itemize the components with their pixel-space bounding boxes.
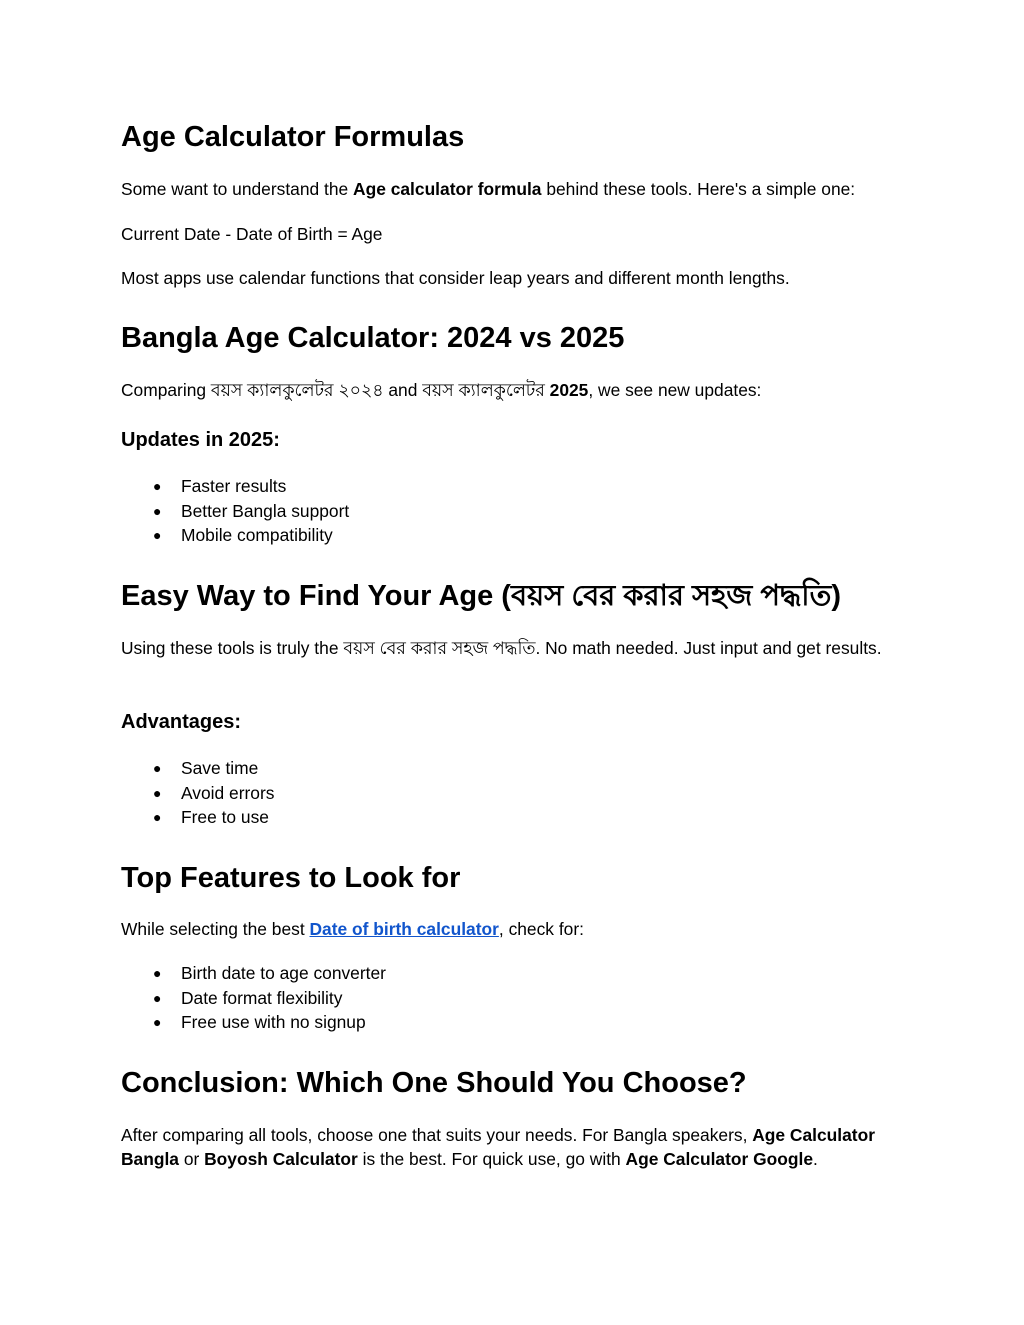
- list-item-text: Better Bangla support: [181, 500, 350, 521]
- text-span: After comparing all tools, choose one that suits your needs. For Bangla speakers,: [121, 1125, 753, 1145]
- list-item: [121, 961, 386, 986]
- subheading-advantages: Advantages:: [121, 711, 242, 733]
- updates-list: [121, 474, 349, 548]
- text-span: .: [813, 1149, 818, 1169]
- bold-span: Boyosh Calculator: [204, 1149, 358, 1169]
- bullet-icon: ●: [153, 478, 162, 494]
- text-span: is the best. For quick use, go with: [357, 1149, 626, 1169]
- list-item: [121, 986, 386, 1011]
- conclusion-paragraph: [121, 1123, 901, 1171]
- list-item: [121, 474, 349, 499]
- date-of-birth-calculator-link[interactable]: Date of birth calculator: [309, 919, 499, 939]
- heading-bangla-age-calculator: Bangla Age Calculator: 2024 vs 2025: [121, 322, 625, 354]
- features-list: [121, 961, 386, 1035]
- bangla-paragraph: [121, 378, 901, 402]
- list-item-text: Avoid errors: [181, 782, 275, 803]
- formulas-paragraph-1: [121, 177, 901, 201]
- bullet-icon: ●: [153, 502, 162, 519]
- bold-span: Age Calculator Bangla: [121, 1125, 875, 1169]
- advantages-list: [121, 756, 274, 830]
- formula-paragraph: Current Date - Date of Birth = Age: [121, 224, 383, 244]
- bullet-icon: ●: [153, 989, 162, 1006]
- text-span: While selecting the best: [121, 919, 310, 939]
- bullet-icon: ●: [153, 1014, 162, 1030]
- bullet-icon: ●: [153, 809, 162, 825]
- list-item: [121, 499, 349, 524]
- easy-paragraph: Using these tools is truly the বয়স বের করার সহজ পদ্ধতি. No math needed. Just input and get results.: [121, 638, 882, 658]
- list-item-text: Faster results: [181, 476, 287, 496]
- list-item: [121, 756, 274, 781]
- list-item: [121, 523, 349, 548]
- text-span: Comparing বয়স ক্যালকুলেটর ২০২৪ and বয়স ক্যালকুলেটর: [121, 380, 550, 400]
- bullet-icon: ●: [153, 784, 162, 801]
- heading-conclusion: Conclusion: Which One Should You Choose?: [121, 1067, 747, 1099]
- bullet-icon: ●: [153, 527, 162, 543]
- formulas-paragraph-3: Most apps use calendar functions that consider leap years and different month lengths.: [121, 268, 790, 288]
- subheading-updates-2025: Updates in 2025:: [121, 429, 280, 451]
- bold-span: Age Calculator Google: [625, 1149, 813, 1169]
- text-span: behind these tools. Here's a simple one:: [541, 179, 856, 199]
- heading-easy-way: Easy Way to Find Your Age (বয়স বের করার সহজ পদ্ধতি): [121, 580, 842, 612]
- text-span: , check for:: [498, 919, 584, 939]
- text-span: Some want to understand the: [121, 179, 354, 199]
- list-item: [121, 805, 274, 830]
- heading-age-calculator-formulas: Age Calculator Formulas: [121, 121, 465, 153]
- list-item-text: Free use with no signup: [181, 1012, 366, 1032]
- bold-span: Age calculator formula: [353, 179, 542, 199]
- text-span: or: [178, 1149, 205, 1169]
- list-item-text: Free to use: [181, 807, 269, 827]
- list-item-text: Save time: [181, 758, 259, 778]
- list-item-text: Birth date to age converter: [181, 963, 386, 983]
- bold-span: 2025: [549, 380, 589, 400]
- list-item: [121, 781, 274, 806]
- list-item: [121, 1010, 386, 1035]
- bullet-icon: ●: [153, 760, 162, 776]
- text-span: , we see new updates:: [588, 380, 762, 400]
- heading-top-features: Top Features to Look for: [121, 862, 461, 894]
- bullet-icon: ●: [153, 965, 162, 981]
- list-item-text: Mobile compatibility: [181, 525, 333, 545]
- features-paragraph: [121, 917, 901, 941]
- list-item-text: Date format flexibility: [181, 987, 343, 1008]
